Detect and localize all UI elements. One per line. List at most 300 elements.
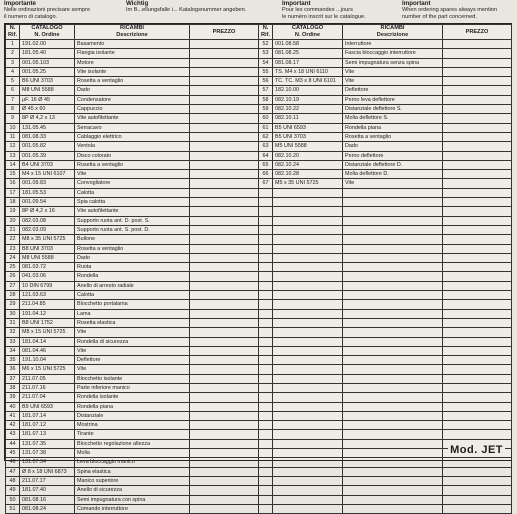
table-row [259, 77, 512, 86]
ref-number-cell: 31 [6, 318, 20, 327]
price-cell [190, 263, 259, 272]
empty-cell [273, 495, 343, 504]
table-row [6, 300, 259, 309]
empty-cell [343, 346, 443, 355]
description-cell: Supporto ruota ant. D. post. S. [75, 216, 190, 225]
catalog-number-cell: 211.07.04 [20, 393, 75, 402]
table-row [6, 77, 259, 86]
description-cell: Cablaggio elettrico [75, 132, 190, 141]
empty-table-row [259, 291, 512, 300]
empty-cell [273, 291, 343, 300]
empty-table-row [259, 346, 512, 355]
empty-cell [259, 383, 273, 392]
description-cell: Ruota [75, 263, 190, 272]
ref-number-cell: 62 [259, 132, 273, 141]
col-num-header: N. Rif. [259, 25, 273, 40]
catalog-number-cell: M8 x 15 UNI 5725 [20, 328, 75, 337]
empty-cell [443, 476, 512, 485]
empty-cell [259, 467, 273, 476]
catalog-number-cell: 001.05.103 [20, 58, 75, 67]
empty-cell [343, 383, 443, 392]
ref-number-cell: 33 [6, 337, 20, 346]
empty-cell [343, 421, 443, 430]
description-cell: Manico superiore [75, 476, 190, 485]
empty-cell [273, 244, 343, 253]
ref-number-cell: 64 [259, 151, 273, 160]
table-row [6, 291, 259, 300]
empty-cell [343, 449, 443, 458]
description-cell: Vite [75, 328, 190, 337]
catalog-number-cell: 181.07.12 [20, 421, 75, 430]
empty-cell [443, 244, 512, 253]
table-row [259, 40, 512, 49]
empty-cell [443, 281, 512, 290]
catalog-number-cell: 191.02.00 [20, 40, 75, 49]
price-cell [190, 198, 259, 207]
table-row [6, 421, 259, 430]
description-cell: Vite autofilettante [75, 207, 190, 216]
ref-number-cell: 50 [6, 495, 20, 504]
description-cell: Blocchetto portalama [75, 300, 190, 309]
empty-cell [343, 328, 443, 337]
table-row [6, 495, 259, 504]
table-row [6, 449, 259, 458]
empty-cell [343, 467, 443, 476]
description-cell: Vite [75, 346, 190, 355]
table-row [6, 458, 259, 467]
empty-cell [259, 337, 273, 346]
catalog-number-cell: 211.04.85 [20, 300, 75, 309]
ref-number-cell: 40 [6, 402, 20, 411]
price-cell [190, 235, 259, 244]
empty-cell [259, 272, 273, 281]
price-cell [190, 328, 259, 337]
table-row [6, 207, 259, 216]
description-cell: Calotta [75, 291, 190, 300]
ref-number-cell: 63 [259, 142, 273, 151]
empty-cell [259, 365, 273, 374]
price-cell [190, 86, 259, 95]
description-cell: Vite [343, 179, 443, 188]
ref-number-cell: 3 [6, 58, 20, 67]
empty-cell [273, 421, 343, 430]
price-cell [190, 365, 259, 374]
catalog-number-cell: 191.10.04 [20, 356, 75, 365]
empty-table-row [259, 504, 512, 513]
description-cell: Vite autofilettante [75, 114, 190, 123]
catalog-number-cell: M8 UNI 5588 [20, 253, 75, 262]
empty-cell [259, 225, 273, 234]
empty-cell [273, 449, 343, 458]
price-cell [443, 114, 512, 123]
price-cell [443, 142, 512, 151]
price-cell [443, 49, 512, 58]
description-cell: Rosetta a ventaglio [75, 160, 190, 169]
ref-number-cell: 37 [6, 374, 20, 383]
table-row [6, 95, 259, 104]
table-row [6, 272, 259, 281]
description-cell: Serracavo [75, 123, 190, 132]
catalog-number-cell: B5 UNI 6593 [273, 123, 343, 132]
empty-cell [343, 272, 443, 281]
empty-cell [443, 309, 512, 318]
price-cell [443, 86, 512, 95]
empty-cell [443, 291, 512, 300]
empty-cell [443, 225, 512, 234]
ref-number-cell: 15 [6, 170, 20, 179]
empty-cell [259, 207, 273, 216]
description-cell: Anello di sicurezza [75, 486, 190, 495]
ref-number-cell: 52 [259, 40, 273, 49]
price-cell [443, 179, 512, 188]
description-cell: Rondella di sicurezza [75, 337, 190, 346]
table-row [6, 467, 259, 476]
price-cell [190, 309, 259, 318]
catalog-number-cell: 182.10.00 [273, 86, 343, 95]
empty-cell [443, 328, 512, 337]
table-row [259, 58, 512, 67]
empty-cell [273, 467, 343, 476]
catalog-number-cell: 082.10.11 [273, 114, 343, 123]
table-row [6, 430, 259, 439]
ref-number-cell: 22 [6, 235, 20, 244]
empty-cell [443, 356, 512, 365]
description-cell: Vite [75, 365, 190, 374]
description-cell: Semi impugnatura con spina [75, 495, 190, 504]
empty-cell [343, 495, 443, 504]
empty-cell [443, 393, 512, 402]
col-desc-header: RICAMBI Descrizione [343, 25, 443, 40]
description-cell: Semi impugnatura senza spina [343, 58, 443, 67]
empty-cell [443, 337, 512, 346]
empty-table-row [259, 402, 512, 411]
empty-table-row [259, 235, 512, 244]
table-row [6, 439, 259, 448]
col-num-header: N. Rif. [6, 25, 20, 40]
price-cell [443, 160, 512, 169]
empty-cell [443, 198, 512, 207]
empty-table-row [259, 356, 512, 365]
price-cell [190, 253, 259, 262]
price-cell [190, 281, 259, 290]
empty-cell [259, 198, 273, 207]
empty-cell [259, 263, 273, 272]
empty-table-row [259, 198, 512, 207]
table-row [259, 170, 512, 179]
ref-number-cell: 11 [6, 132, 20, 141]
ref-number-cell: 61 [259, 123, 273, 132]
empty-cell [443, 216, 512, 225]
table-row [6, 402, 259, 411]
table-row [259, 151, 512, 160]
empty-cell [273, 411, 343, 420]
description-cell: Anello di arresto radiale [75, 281, 190, 290]
catalog-number-cell: 121.03.63 [20, 291, 75, 300]
table-row [6, 374, 259, 383]
catalog-number-cell: 181.07.13 [20, 430, 75, 439]
empty-cell [443, 467, 512, 476]
ref-number-cell: 20 [6, 216, 20, 225]
price-cell [190, 467, 259, 476]
ref-number-cell: 30 [6, 309, 20, 318]
empty-cell [343, 281, 443, 290]
description-cell: Spina elastica [75, 467, 190, 476]
description-cell: Rosetta a ventaglio [343, 132, 443, 141]
price-cell [190, 486, 259, 495]
note-german: Wichtig Im B...ellungsfalle i... Katalogsnummer angeben. [126, 0, 247, 14]
ref-number-cell: 6 [6, 86, 20, 95]
empty-cell [273, 216, 343, 225]
table-row [6, 114, 259, 123]
table-row [259, 105, 512, 114]
catalog-number-cell: 181.05.40 [20, 49, 75, 58]
price-cell [443, 105, 512, 114]
catalog-number-cell: 8P Ø 4,2 x 13 [20, 114, 75, 123]
catalog-number-cell: 001.08.58 [273, 40, 343, 49]
description-cell: Fascia bloccaggio interruttore [343, 49, 443, 58]
empty-cell [443, 430, 512, 439]
price-cell [443, 170, 512, 179]
description-cell: Vite isolante [75, 67, 190, 76]
ref-number-cell: 51 [6, 504, 20, 513]
empty-table-row [259, 188, 512, 197]
empty-cell [259, 328, 273, 337]
catalog-number-cell: 081.08.33 [20, 132, 75, 141]
empty-cell [259, 421, 273, 430]
ref-number-cell: 5 [6, 77, 20, 86]
catalog-number-cell: 081.03.72 [20, 263, 75, 272]
catalog-number-cell: M8 UNI 5588 [20, 86, 75, 95]
catalog-number-cell: 181.05.53 [20, 188, 75, 197]
ref-number-cell: 36 [6, 365, 20, 374]
catalog-number-cell: 191.04.12 [20, 309, 75, 318]
empty-table-row [259, 207, 512, 216]
description-cell: Perno deflettore [343, 151, 443, 160]
table-row [6, 132, 259, 141]
price-cell [190, 67, 259, 76]
price-cell [190, 225, 259, 234]
catalog-number-cell: M5 UNI 5588 [273, 142, 343, 151]
parts-table-right [258, 24, 512, 514]
empty-cell [343, 356, 443, 365]
order-notes [0, 0, 517, 24]
ref-number-cell: 60 [259, 114, 273, 123]
table-row [6, 216, 259, 225]
ref-number-cell: 4 [6, 67, 20, 76]
price-cell [190, 77, 259, 86]
empty-table-row [259, 458, 512, 467]
catalog-number-cell: 082.10.19 [273, 95, 343, 104]
empty-cell [343, 198, 443, 207]
ref-number-cell: 35 [6, 356, 20, 365]
note-french: Important Pour les commandes ...jours le numéro inscrit sur le catalogue. [282, 0, 366, 20]
empty-cell [343, 439, 443, 448]
table-row [6, 58, 259, 67]
price-cell [190, 170, 259, 179]
ref-number-cell: 38 [6, 383, 20, 392]
empty-cell [273, 337, 343, 346]
description-cell: Motore [75, 58, 190, 67]
ref-number-cell: 10 [6, 123, 20, 132]
description-cell: Blocchetto isolante [75, 374, 190, 383]
description-cell: Disco colorato [75, 151, 190, 160]
description-cell: Ventola [75, 142, 190, 151]
price-cell [190, 272, 259, 281]
price-cell [190, 105, 259, 114]
description-cell: Vite [343, 77, 443, 86]
price-cell [190, 244, 259, 253]
ref-number-cell: 46 [6, 458, 20, 467]
empty-table-row [259, 309, 512, 318]
catalog-number-cell: 001.09.83 [20, 179, 75, 188]
empty-cell [259, 356, 273, 365]
price-cell [190, 188, 259, 197]
empty-cell [443, 207, 512, 216]
table-row [6, 346, 259, 355]
empty-table-row [259, 216, 512, 225]
catalog-number-cell: 081.08.24 [20, 504, 75, 513]
price-cell [190, 49, 259, 58]
price-cell [190, 504, 259, 513]
price-cell [190, 207, 259, 216]
ref-number-cell: 48 [6, 476, 20, 485]
price-cell [190, 449, 259, 458]
catalog-number-cell: 211.07.17 [20, 476, 75, 485]
catalog-number-cell: B4 UNI 3703 [20, 160, 75, 169]
catalog-number-cell: M8 x 35 UNI 5725 [20, 235, 75, 244]
price-cell [190, 142, 259, 151]
table-row [259, 49, 512, 58]
empty-cell [259, 495, 273, 504]
empty-cell [259, 346, 273, 355]
ref-number-cell: 16 [6, 179, 20, 188]
empty-cell [443, 402, 512, 411]
empty-cell [273, 263, 343, 272]
empty-table-row [259, 393, 512, 402]
table-row [259, 95, 512, 104]
empty-cell [273, 365, 343, 374]
description-cell: Molla deflettore D. [343, 170, 443, 179]
catalog-number-cell: B5 UNI 3703 [273, 132, 343, 141]
price-cell [190, 318, 259, 327]
ref-number-cell: 9 [6, 114, 20, 123]
empty-cell [343, 402, 443, 411]
catalog-number-cell: 131.05.45 [20, 123, 75, 132]
price-cell [443, 58, 512, 67]
empty-cell [443, 318, 512, 327]
col-catalog-header: CATALOGO N. Ordine [273, 25, 343, 40]
empty-cell [273, 235, 343, 244]
catalog-number-cell: 181.07.40 [20, 486, 75, 495]
empty-cell [343, 263, 443, 272]
table-row [6, 281, 259, 290]
catalog-number-cell: Ø 8 x 18 UNI 6873 [20, 467, 75, 476]
empty-table-row [259, 374, 512, 383]
description-cell: Vite [343, 67, 443, 76]
col-desc-header: RICAMBI Descrizione [75, 25, 190, 40]
catalog-number-cell: 082.10.22 [273, 105, 343, 114]
ref-number-cell: 55 [259, 67, 273, 76]
empty-cell [273, 318, 343, 327]
ref-number-cell: 53 [259, 49, 273, 58]
empty-cell [273, 393, 343, 402]
catalog-number-cell: M5 x 35 UNI 5725 [273, 179, 343, 188]
catalog-number-cell: B6 UNI 3703 [20, 77, 75, 86]
price-cell [190, 337, 259, 346]
table-row [6, 365, 259, 374]
empty-cell [273, 281, 343, 290]
empty-table-row [259, 263, 512, 272]
description-cell: Flangia isolante [75, 49, 190, 58]
empty-cell [443, 486, 512, 495]
table-header [259, 25, 512, 40]
table-row [259, 123, 512, 132]
col-catalog-header: CATALOGO N. Ordine [20, 25, 75, 40]
model-label: Mod. JET [450, 444, 503, 456]
ref-number-cell: 23 [6, 244, 20, 253]
price-cell [190, 95, 259, 104]
empty-cell [343, 393, 443, 402]
description-cell: Supporto ruota ant. S. post. D. [75, 225, 190, 234]
empty-cell [343, 244, 443, 253]
table-row [6, 504, 259, 513]
empty-cell [343, 504, 443, 513]
catalog-number-cell: 181.07.14 [20, 411, 75, 420]
empty-table-row [259, 476, 512, 485]
empty-cell [443, 421, 512, 430]
ref-number-cell: 59 [259, 105, 273, 114]
table-row [259, 86, 512, 95]
description-cell: Spia calotta [75, 198, 190, 207]
empty-cell [273, 188, 343, 197]
catalog-number-cell: TC. TC. M3 x 8 UNI 6101 [273, 77, 343, 86]
table-row [6, 49, 259, 58]
catalog-number-cell: Ø 45 x 60 [20, 105, 75, 114]
table-row [6, 318, 259, 327]
price-cell [190, 402, 259, 411]
price-cell [190, 291, 259, 300]
empty-cell [343, 365, 443, 374]
price-cell [190, 346, 259, 355]
ref-number-cell: 7 [6, 95, 20, 104]
table-row [6, 86, 259, 95]
price-cell [190, 179, 259, 188]
description-cell: Rondella piana [75, 402, 190, 411]
empty-cell [273, 383, 343, 392]
catalog-number-cell: 211.07.05 [20, 374, 75, 383]
empty-table-row [259, 281, 512, 290]
table-row [6, 263, 259, 272]
price-cell [190, 123, 259, 132]
ref-number-cell: 43 [6, 430, 20, 439]
catalog-number-cell: M6 x 15 UNI 5725 [20, 365, 75, 374]
empty-cell [443, 383, 512, 392]
table-row [6, 142, 259, 151]
empty-cell [343, 337, 443, 346]
ref-number-cell: 28 [6, 291, 20, 300]
empty-cell [259, 253, 273, 262]
table-row [6, 123, 259, 132]
empty-table-row [259, 411, 512, 420]
table-row [6, 235, 259, 244]
empty-cell [343, 188, 443, 197]
empty-cell [343, 235, 443, 244]
empty-cell [273, 439, 343, 448]
ref-number-cell: 44 [6, 439, 20, 448]
description-cell: Lama [75, 309, 190, 318]
description-cell: Tirante [75, 430, 190, 439]
price-cell [190, 383, 259, 392]
